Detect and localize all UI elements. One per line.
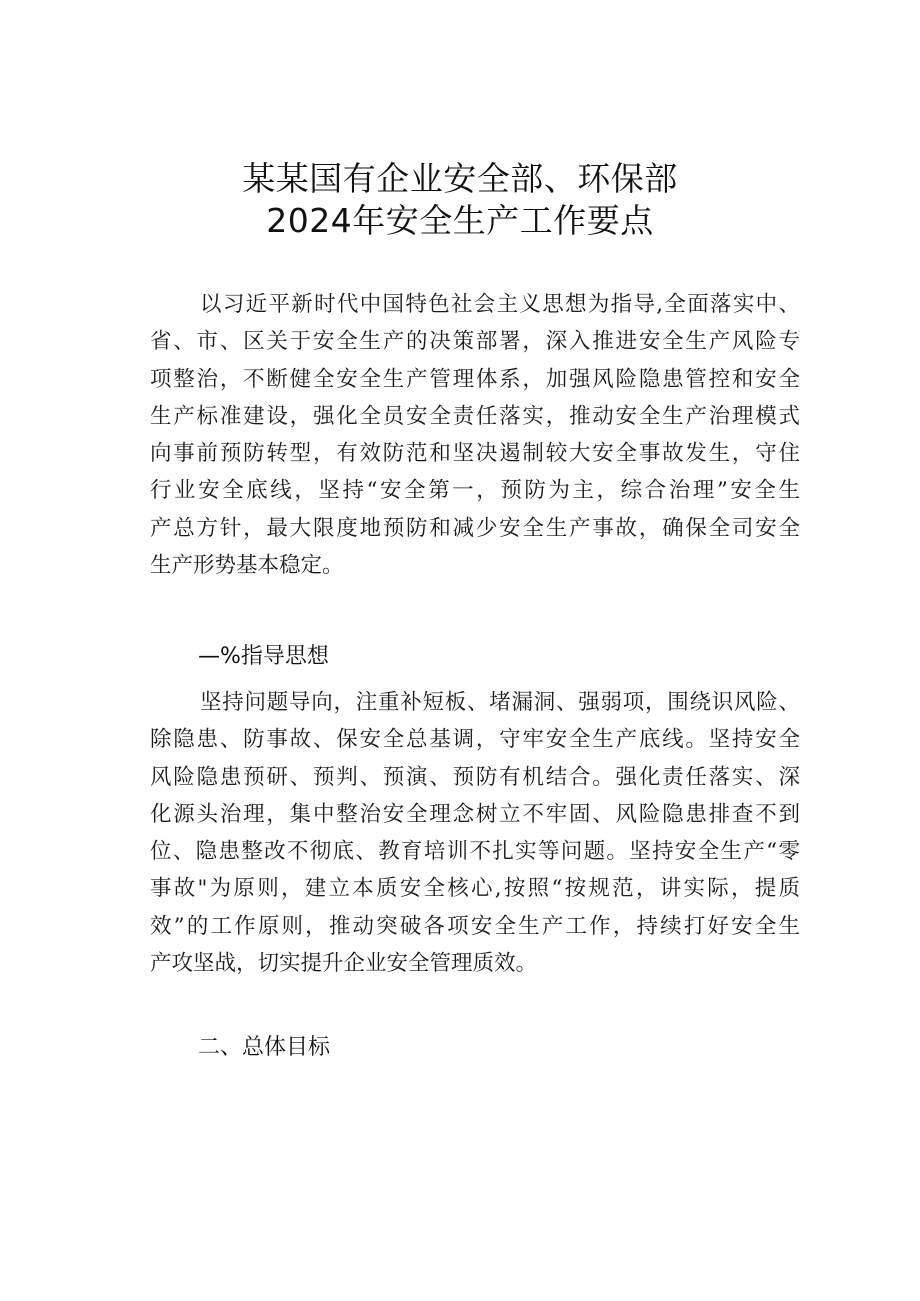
section-heading-overall-goals: 二、总体目标 — [198, 1035, 331, 1060]
paragraph-line: 风险隐患预研、预判、预演、预防有机结合。强化责任落实、深 — [150, 764, 800, 790]
paragraph-line: 位、隐患整改不彻底、教育培训不扎实等问题。坚持安全生产“零 — [150, 839, 800, 865]
guiding-thought-paragraph — [150, 684, 800, 982]
paragraph-line: 产攻坚战，切实提升企业安全管理质效。 — [150, 951, 538, 977]
paragraph-line: 行业安全底线，坚持“安全第一，预防为主，综合治理”安全生 — [150, 478, 800, 504]
paragraph-line: 事故"为原则，建立本质安全核心,按照“按规范，讲实际，提质 — [150, 876, 800, 902]
paragraph-line: 生产标准建设，强化全员安全责任落实，推动安全生产治理模式 — [150, 403, 800, 429]
paragraph-line: 生产形势基本稳定。 — [150, 553, 344, 579]
section-heading-guiding-thought: —%指导思想 — [198, 644, 329, 669]
paragraph-line: 向事前预防转型，有效防范和坚决遏制较大安全事故发生，守住 — [150, 441, 800, 467]
document-title-line2: 2024年安全生产工作要点 — [266, 201, 654, 240]
intro-paragraph — [150, 286, 800, 584]
paragraph-line: 除隐患、防事故、保安全总基调，守牢安全生产底线。坚持安全 — [150, 727, 800, 753]
paragraph-line: 效”的工作原则，推动突破各项安全生产工作，持续打好安全生 — [150, 913, 800, 939]
paragraph-line: 以习近平新时代中国特色社会主义思想为指导,全面落实中、 — [200, 292, 800, 317]
paragraph-line: 项整治，不断健全安全生产管理体系，加强风险隐患管控和安全 — [150, 366, 800, 392]
paragraph-line: 省、市、区关于安全生产的决策部署，深入推进安全生产风险专 — [150, 329, 800, 355]
paragraph-line: 化源头治理，集中整治安全理念树立不牢固、风险隐患排查不到 — [150, 801, 800, 827]
document-title-line1: 某某国有企业安全部、环保部 — [242, 159, 678, 198]
paragraph-line: 产总方针，最大限度地预防和减少安全生产事故，确保全司安全 — [150, 515, 800, 541]
paragraph-line: 坚持问题导向，注重补短板、堵漏洞、强弱项，围绕识风险、 — [200, 690, 800, 715]
